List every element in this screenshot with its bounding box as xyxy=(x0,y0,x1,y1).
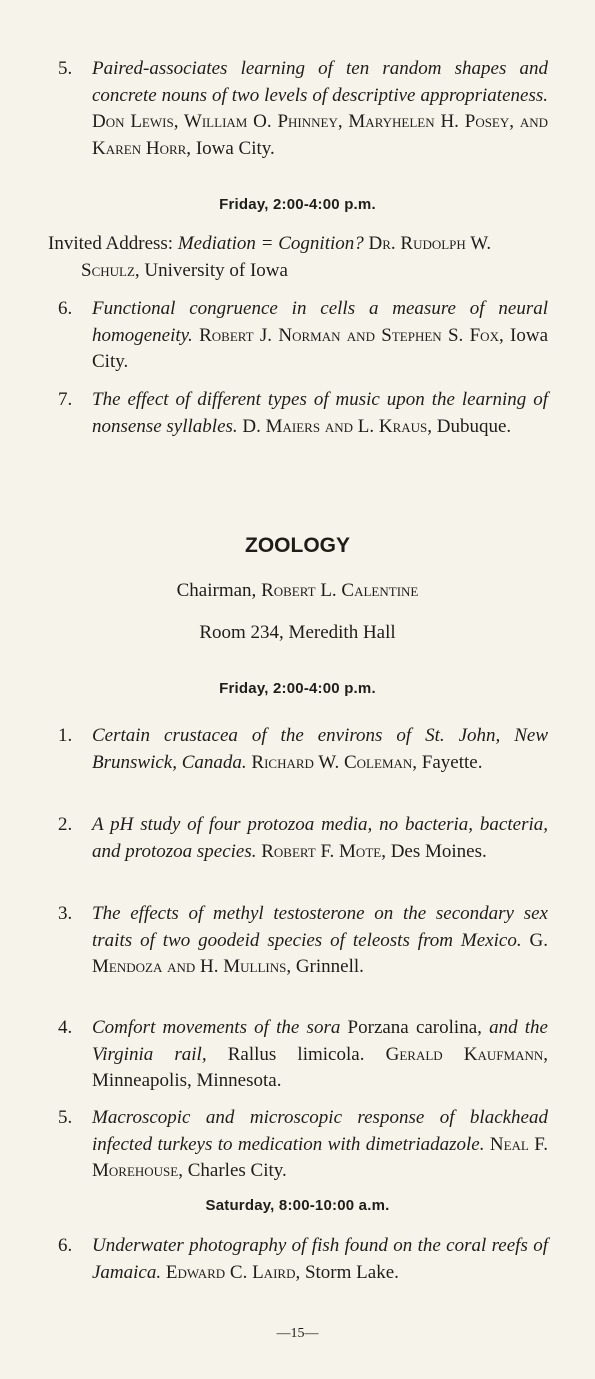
paper-authors: Edward C. Laird, xyxy=(165,1261,301,1283)
paper-place: Iowa City. xyxy=(195,137,275,159)
paper-title: Certain crustacea of the environs of St. John, New Brunswick, Canada. xyxy=(92,725,548,773)
paper-authors: Robert J. Norman and Stephen S. Fox, xyxy=(199,324,504,346)
item-number: 1. xyxy=(58,725,73,746)
list-item xyxy=(58,1015,548,1095)
paper-place: Minneapolis, Minnesota. xyxy=(92,1070,282,1091)
session-time: Saturday, 8:00-10:00 a.m. xyxy=(205,1197,390,1214)
session-time: Friday, 2:00-4:00 p.m. xyxy=(219,680,376,697)
list-item xyxy=(58,296,548,376)
paper-place: Storm Lake. xyxy=(304,1261,399,1283)
chairman-name: Robert L. Calentine xyxy=(261,580,419,601)
list-item xyxy=(58,1233,548,1286)
item-number: 4. xyxy=(58,1017,73,1038)
species-name: Rallus limicola. xyxy=(227,1043,365,1065)
list-item xyxy=(58,387,548,440)
paper-place: Des Moines. xyxy=(390,840,487,862)
invited-address xyxy=(48,231,548,284)
paper-authors: Richard W. Coleman, xyxy=(251,751,418,773)
paper-place: Fayette. xyxy=(421,751,483,773)
paper-title: The effects of methyl testosterone on the secondary sex traits of two goodeid species of teleosts from Mexico. xyxy=(92,903,548,951)
paper-authors: G. Mendoza and H. Mullins, xyxy=(92,929,549,977)
list-item xyxy=(58,901,548,981)
room-line: Room 234, Meredith Hall xyxy=(199,622,396,643)
paper-title-continued: and the Virginia rail, xyxy=(92,1017,548,1065)
item-number: 6. xyxy=(58,1235,73,1256)
list-item xyxy=(58,723,548,776)
session-time: Friday, 2:00-4:00 p.m. xyxy=(219,196,376,213)
invited-speaker: Dr. Rudolph W. Schulz, xyxy=(81,233,492,281)
item-number: 2. xyxy=(58,814,73,835)
item-number: 3. xyxy=(58,903,73,924)
list-item xyxy=(58,56,548,162)
paper-place: Iowa City. xyxy=(92,324,548,372)
paper-place: Grinnell. xyxy=(295,956,364,977)
paper-title: Paired-associates learning of ten random shapes and concrete nouns of two levels of descriptive appropriateness. xyxy=(92,58,548,106)
species-name: Porzana carolina, xyxy=(347,1017,482,1038)
item-number: 6. xyxy=(58,298,73,319)
page-number: —15— xyxy=(276,1326,319,1341)
paper-authors: Robert F. Mote, xyxy=(261,840,386,862)
paper-authors: Neal F. Morehouse, xyxy=(92,1133,548,1181)
paper-authors: D. Maiers and L. Kraus, xyxy=(242,415,432,437)
paper-place: Dubuque. xyxy=(436,415,512,437)
chairman-line xyxy=(0,580,595,602)
paper-title: Comfort movements of the sora xyxy=(92,1017,341,1038)
item-number: 5. xyxy=(58,1107,73,1128)
item-number: 7. xyxy=(58,389,73,410)
paper-title: Macroscopic and microscopic response of blackhead infected turkeys to medication with dimetriadazole. xyxy=(92,1107,548,1155)
invited-title: Mediation = Cognition? xyxy=(177,233,364,254)
paper-title: Functional congruence in cells a measure of neural homogeneity. xyxy=(92,298,548,346)
section-heading: ZOOLOGY xyxy=(245,534,350,557)
paper-title: The effect of different types of music upon the learning of nonsense syllables. xyxy=(92,389,548,437)
paper-authors: Gerald Kaufmann, xyxy=(385,1043,549,1065)
chairman-label: Chairman, xyxy=(176,580,257,601)
paper-place: Charles City. xyxy=(187,1160,287,1181)
paper-title: Underwater photography of fish found on the coral reefs of Jamaica. xyxy=(92,1235,548,1283)
invited-label: Invited Address: xyxy=(48,233,174,254)
invited-affiliation: University of Iowa xyxy=(144,259,288,281)
item-number: 5. xyxy=(58,58,73,79)
paper-title: A pH study of four protozoa media, no bacteria, bacteria, and protozoa species. xyxy=(92,814,548,862)
list-item xyxy=(58,812,548,865)
paper-authors: Don Lewis, William O. Phinney, Maryhelen H. Posey, and Karen Horr, xyxy=(92,111,548,159)
list-item xyxy=(58,1105,548,1185)
